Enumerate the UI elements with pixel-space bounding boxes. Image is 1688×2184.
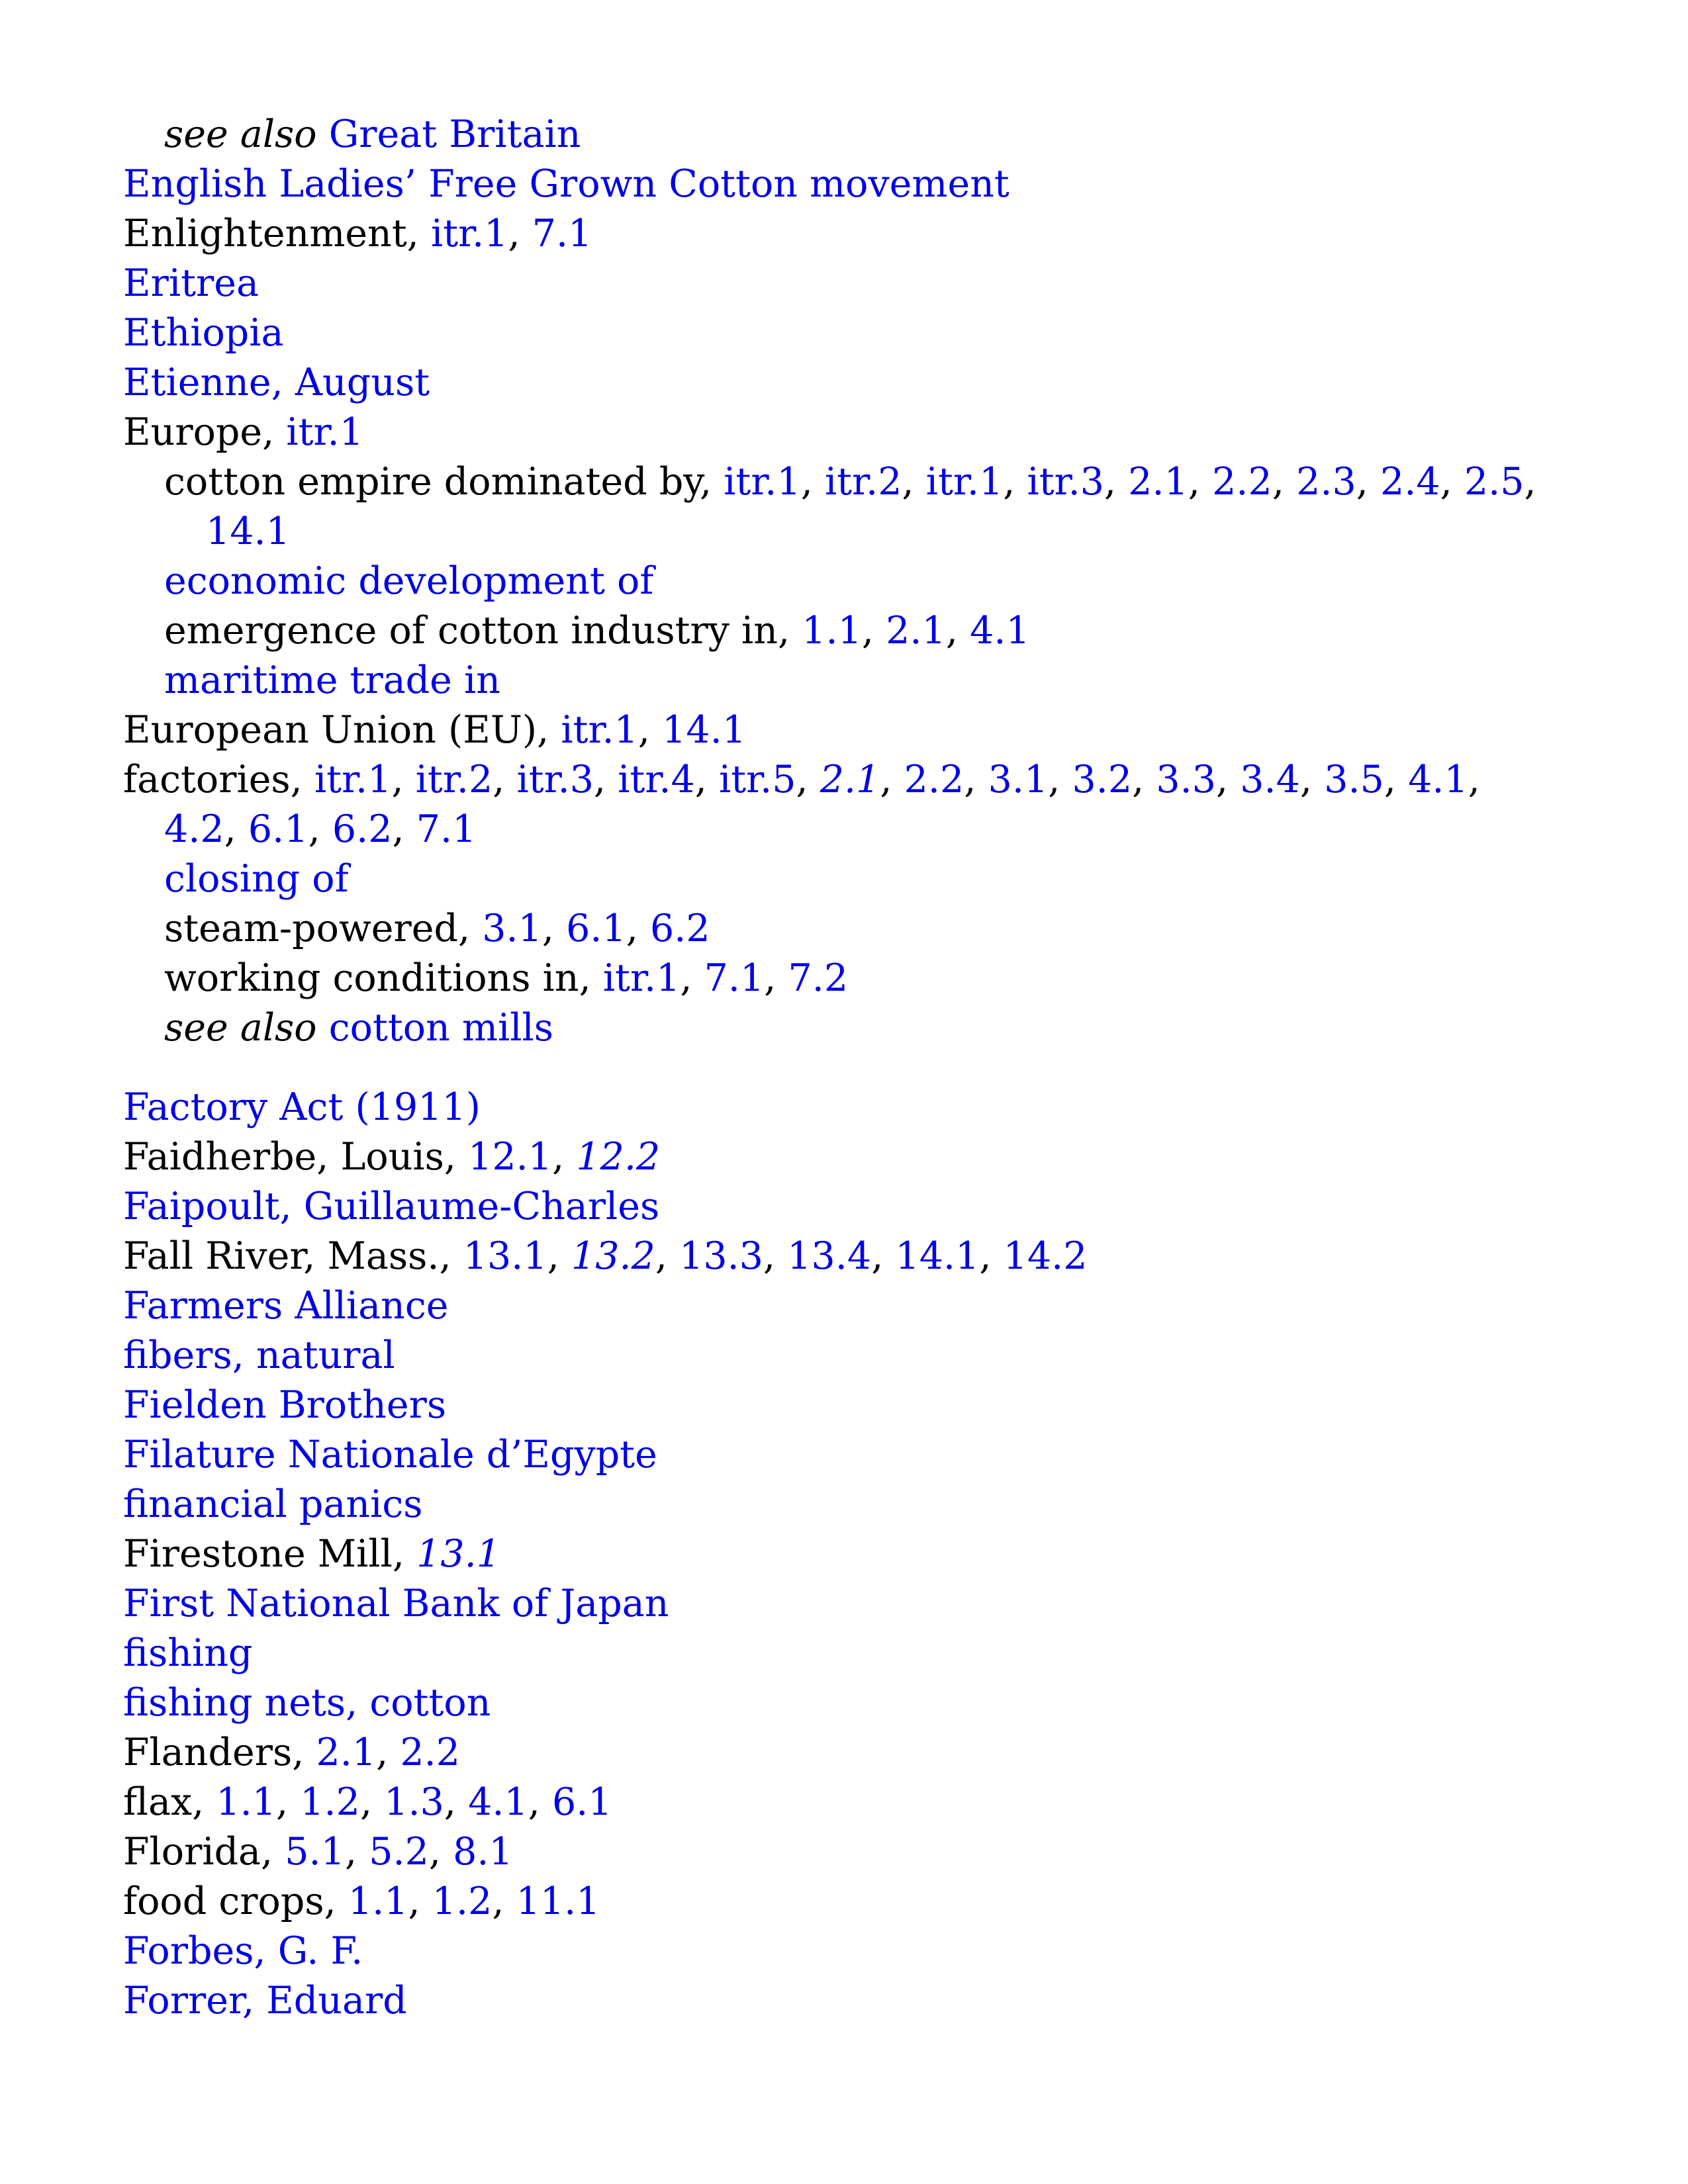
index-text: Florida, — [123, 1830, 285, 1874]
index-link[interactable]: 4.2 — [164, 807, 224, 851]
index-link[interactable]: 1.2 — [432, 1880, 492, 1923]
index-link[interactable]: Faipoult, Guillaume-Charles — [123, 1185, 660, 1228]
index-text: , — [1104, 460, 1129, 504]
index-link[interactable]: 8.1 — [453, 1830, 513, 1874]
index-text: , — [694, 758, 719, 801]
index-subentry — [164, 606, 1030, 656]
index-subentry — [164, 805, 476, 854]
index-link[interactable]: closing of — [164, 857, 349, 901]
index-link[interactable]: fishing — [123, 1631, 253, 1675]
index-text: , — [1468, 758, 1480, 801]
index-link[interactable]: Fielden Brothers — [123, 1383, 447, 1427]
index-entry — [123, 1678, 491, 1728]
index-text: working conditions in, — [164, 956, 603, 1000]
index-link[interactable]: 13.1 — [463, 1234, 547, 1278]
index-link[interactable]: itr.3 — [1027, 460, 1104, 504]
index-link[interactable]: English Ladies’ Free Grown Cotton movement — [123, 162, 1009, 206]
index-link[interactable]: 13.2 — [571, 1234, 655, 1278]
index-text — [317, 1006, 329, 1050]
index-text: factories, — [123, 758, 314, 801]
index-link[interactable]: 3.2 — [1072, 758, 1133, 801]
index-link[interactable]: 1.3 — [384, 1780, 444, 1824]
index-entry — [123, 1579, 669, 1629]
index-entry — [123, 755, 1480, 805]
index-subentry — [164, 656, 500, 705]
index-text: , — [964, 758, 988, 801]
index-link[interactable]: 14.1 — [206, 510, 290, 553]
index-link[interactable]: cotton mills — [328, 1006, 553, 1050]
index-text: Enlightenment, — [123, 212, 431, 255]
index-link[interactable]: 7.1 — [704, 956, 765, 1000]
index-entry — [123, 1629, 252, 1678]
index-text: , — [492, 1880, 516, 1923]
index-text: , — [800, 460, 825, 504]
index-subentry — [164, 110, 581, 159]
index-link[interactable]: itr.1 — [602, 956, 680, 1000]
index-link[interactable]: 6.1 — [248, 807, 308, 851]
index-link[interactable]: 6.2 — [650, 907, 710, 950]
index-link[interactable]: 2.1 — [316, 1731, 377, 1774]
index-link[interactable]: 3.1 — [988, 758, 1049, 801]
index-text: , — [1132, 758, 1156, 801]
index-subentry — [206, 507, 290, 557]
index-text: , — [308, 807, 332, 851]
index-link[interactable]: 3.4 — [1240, 758, 1300, 801]
index-link[interactable]: 14.1 — [895, 1234, 980, 1278]
index-entry — [123, 209, 592, 259]
index-text: flax, — [123, 1780, 216, 1824]
index-entry — [123, 1778, 612, 1827]
index-text: European Union (EU), — [123, 708, 561, 752]
index-link[interactable]: 2.5 — [1464, 460, 1524, 504]
index-text: , — [626, 907, 651, 950]
index-text: , — [391, 758, 416, 801]
index-subentry — [164, 457, 1536, 507]
index-entry — [123, 408, 363, 457]
index-link[interactable]: fishing nets, cotton — [123, 1681, 491, 1725]
index-link[interactable]: 3.5 — [1324, 758, 1384, 801]
index-entry — [123, 1976, 407, 2026]
index-link[interactable]: 13.4 — [787, 1234, 872, 1278]
index-link[interactable]: 11.1 — [516, 1880, 600, 1923]
index-text: , — [1356, 460, 1380, 504]
index-link[interactable]: Great Britain — [328, 113, 581, 156]
index-link[interactable]: 13.1 — [416, 1532, 501, 1576]
index-link[interactable]: 7.1 — [416, 807, 477, 851]
index-text: , — [979, 1234, 1004, 1278]
index-link[interactable]: First National Bank of Japan — [123, 1582, 669, 1625]
index-text: Firestone Mill, — [123, 1532, 417, 1576]
index-text: see also — [164, 113, 317, 156]
index-entry — [123, 1083, 481, 1132]
index-text — [317, 113, 329, 156]
index-link[interactable]: 14.1 — [662, 708, 747, 752]
index-text: , — [1524, 460, 1536, 504]
index-link[interactable]: Eritrea — [123, 261, 259, 305]
index-subentry — [164, 557, 653, 606]
index-text: , — [1272, 460, 1297, 504]
index-text: emergence of cotton industry in, — [164, 609, 802, 653]
index-text: , — [408, 1880, 432, 1923]
index-link[interactable]: 12.1 — [468, 1135, 553, 1179]
index-link[interactable]: 2.1 — [820, 758, 880, 801]
index-text: , — [902, 460, 926, 504]
index-entry — [123, 1182, 659, 1232]
index-link[interactable]: 2.3 — [1296, 460, 1356, 504]
index-link[interactable]: itr.3 — [516, 758, 594, 801]
index-link[interactable]: Forrer, Eduard — [123, 1979, 407, 2023]
index-text: steam-powered, — [164, 907, 483, 950]
index-link[interactable]: 14.2 — [1003, 1234, 1088, 1278]
index-link[interactable]: 7.1 — [532, 212, 592, 255]
index-entry — [123, 259, 259, 308]
index-subentry — [164, 904, 710, 954]
index-text: , — [428, 1830, 453, 1874]
index-link[interactable]: financial panics — [123, 1482, 423, 1526]
index-text: , — [359, 1780, 385, 1824]
index-link[interactable]: itr.1 — [925, 460, 1004, 504]
index-link[interactable]: 6.1 — [566, 907, 626, 950]
index-entry — [123, 159, 1009, 209]
index-link[interactable]: 13.3 — [679, 1234, 764, 1278]
index-link[interactable]: 6.2 — [332, 807, 393, 851]
index-link[interactable]: itr.1 — [561, 708, 638, 752]
index-entry — [123, 705, 746, 755]
index-link[interactable]: 2.2 — [1212, 460, 1272, 504]
index-link[interactable]: 5.2 — [369, 1830, 429, 1874]
index-subentry — [164, 954, 848, 1003]
index-text: , — [861, 609, 886, 653]
index-link[interactable]: itr.1 — [430, 212, 508, 255]
index-link[interactable]: 4.1 — [468, 1780, 528, 1824]
index-link[interactable]: itr.2 — [824, 460, 902, 504]
index-text: , — [880, 758, 904, 801]
index-text: Faidherbe, Louis, — [123, 1135, 469, 1179]
index-text: , — [224, 807, 248, 851]
index-text: , — [444, 1780, 469, 1824]
index-text: , — [637, 708, 663, 752]
index-link[interactable]: 2.2 — [904, 758, 964, 801]
index-entry — [123, 308, 283, 358]
index-entry — [123, 1281, 449, 1331]
index-link[interactable]: 6.1 — [552, 1780, 612, 1824]
index-text: , — [680, 956, 704, 1000]
index-link[interactable]: 5.1 — [285, 1830, 345, 1874]
index-text: , — [276, 1780, 301, 1824]
index-entry — [123, 1827, 513, 1877]
index-link[interactable]: Factory Act (1911) — [123, 1085, 481, 1129]
index-link[interactable]: 4.1 — [970, 609, 1030, 653]
index-link[interactable]: Farmers Alliance — [123, 1284, 449, 1328]
index-link[interactable]: itr.5 — [719, 758, 796, 801]
index-link[interactable]: Forbes, G. F. — [123, 1929, 363, 1973]
index-text: , — [764, 956, 788, 1000]
index-text: , — [763, 1234, 788, 1278]
index-text: Flanders, — [123, 1731, 316, 1774]
index-link[interactable]: economic development of — [164, 559, 654, 603]
index-link[interactable]: 3.1 — [482, 907, 542, 950]
index-link[interactable]: Filature Nationale d’Egypte — [123, 1433, 657, 1477]
index-link[interactable]: 1.2 — [300, 1780, 360, 1824]
index-link[interactable]: 2.4 — [1380, 460, 1440, 504]
index-entry — [123, 1430, 657, 1480]
index-text: , — [528, 1780, 553, 1824]
index-link[interactable]: Ethiopia — [123, 311, 284, 355]
index-link[interactable]: 12.2 — [576, 1135, 661, 1179]
index-link[interactable]: 2.1 — [886, 609, 946, 653]
index-link[interactable]: 4.1 — [1408, 758, 1468, 801]
index-text: , — [508, 212, 532, 255]
index-text: see also — [164, 1006, 317, 1050]
index-link[interactable]: 3.3 — [1156, 758, 1217, 801]
index-link[interactable]: maritime trade in — [164, 659, 500, 702]
index-text: , — [796, 758, 820, 801]
index-text: , — [1188, 460, 1213, 504]
index-entry — [123, 358, 430, 408]
index-link[interactable]: itr.2 — [415, 758, 493, 801]
index-text: , — [945, 609, 970, 653]
index-text: Europe, — [123, 410, 287, 454]
index-text: , — [1003, 460, 1027, 504]
index-entry — [123, 1529, 500, 1579]
index-text: , — [1048, 758, 1072, 801]
index-entry — [123, 1132, 660, 1182]
index-text: , — [392, 807, 416, 851]
index-text: , — [492, 758, 517, 801]
index-link[interactable]: itr.1 — [314, 758, 392, 801]
index-link[interactable]: 2.2 — [400, 1731, 460, 1774]
index-text: , — [871, 1234, 896, 1278]
index-text: , — [344, 1830, 369, 1874]
index-entry — [123, 1877, 600, 1927]
index-link[interactable]: 7.2 — [788, 956, 849, 1000]
index-text: , — [541, 907, 567, 950]
index-link[interactable]: 1.1 — [802, 609, 862, 653]
index-text: , — [1440, 460, 1464, 504]
index-text: food crops, — [123, 1880, 348, 1923]
index-entry — [123, 1331, 395, 1381]
index-text: , — [1216, 758, 1241, 801]
index-link[interactable]: itr.4 — [618, 758, 695, 801]
index-link[interactable]: fibers, natural — [123, 1334, 395, 1377]
index-entry — [123, 1927, 363, 1976]
index-link[interactable]: 1.1 — [348, 1880, 408, 1923]
index-subentry — [164, 854, 349, 904]
index-entry — [123, 1232, 1088, 1281]
index-subentry — [164, 1003, 553, 1053]
index-text: , — [1299, 758, 1325, 801]
index-text: cotton empire dominated by, — [164, 460, 724, 504]
index-text: , — [376, 1731, 400, 1774]
index-link[interactable]: 1.1 — [216, 1780, 277, 1824]
index-link[interactable]: 2.1 — [1128, 460, 1188, 504]
index-link[interactable]: itr.1 — [724, 460, 801, 504]
index-entry — [123, 1381, 446, 1430]
index-text: , — [547, 1234, 571, 1278]
index-text: Fall River, Mass., — [123, 1234, 463, 1278]
index-link[interactable]: itr.1 — [286, 410, 363, 454]
index-text: , — [552, 1135, 577, 1179]
index-entry — [123, 1728, 460, 1778]
index-link[interactable]: Etienne, August — [123, 361, 430, 404]
index-text: , — [593, 758, 618, 801]
index-text: , — [655, 1234, 680, 1278]
index-entry — [123, 1480, 423, 1529]
index-text: , — [1383, 758, 1409, 801]
